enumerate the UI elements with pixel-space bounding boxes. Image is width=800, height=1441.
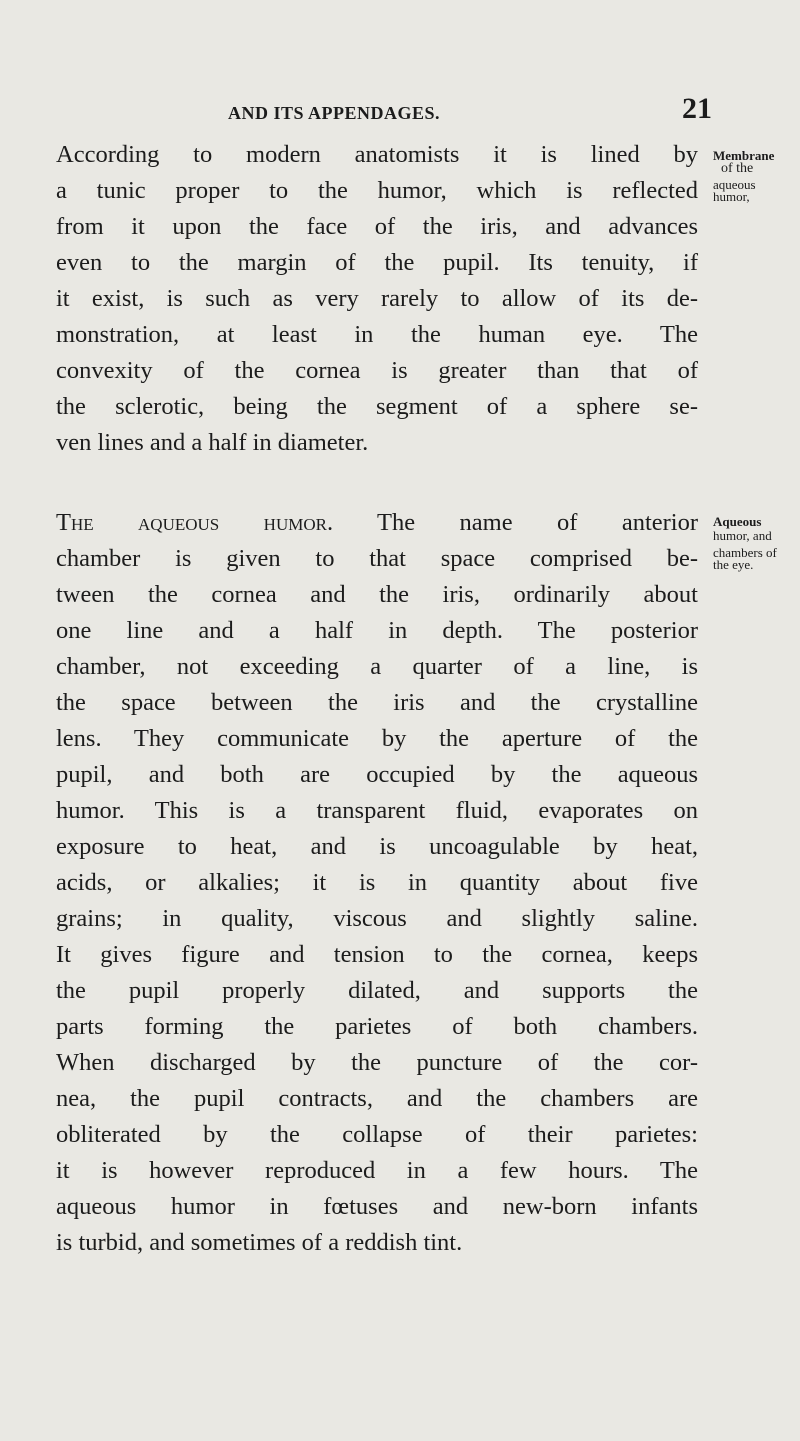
margin-note-line: humor,	[713, 189, 750, 204]
text-line: the space between the iris and the crystalline	[56, 689, 698, 716]
text-line: acids, or alkalies; it is in quantity about five	[56, 869, 698, 896]
running-title: AND ITS APPENDAGES.	[228, 103, 441, 123]
text-line: grains; in quality, viscous and slightly saline.	[56, 905, 698, 932]
text-line: humor. This is a transparent fluid, evaporates on	[56, 797, 698, 824]
text-line: chamber, not exceeding a quarter of a line, is	[56, 653, 698, 680]
text-span: The name of anterior	[377, 509, 698, 536]
margin-note-line: chambers of	[713, 545, 777, 560]
text-line: convexity of the cornea is greater than that of	[56, 357, 698, 384]
text-line: lens. They communicate by the aperture of the	[56, 725, 698, 752]
text-line: ven lines and a half in diameter.	[56, 429, 369, 456]
text-line: parts forming the parietes of both chambers.	[56, 1013, 698, 1040]
page-number: 21	[682, 92, 712, 125]
text-line: chamber is given to that space comprised be-	[56, 545, 698, 572]
section-heading: The aqueous humor.	[56, 509, 334, 536]
margin-note-line: humor, and	[713, 528, 772, 543]
text-line: It gives figure and tension to the cornea, keeps	[56, 941, 698, 968]
text-line: monstration, at least in the human eye. The	[56, 321, 698, 348]
text-line: the pupil properly dilated, and supports the	[56, 977, 698, 1004]
text-line: obliterated by the collapse of their parietes:	[56, 1121, 698, 1148]
text-line: a tunic proper to the humor, which is reflected	[56, 177, 698, 204]
text-line: According to modern anatomists it is lined by	[56, 141, 698, 168]
text-line: from it upon the face of the iris, and advances	[56, 213, 698, 240]
text-line	[56, 508, 698, 538]
text-line: When discharged by the puncture of the cor-	[56, 1049, 698, 1076]
text-line: the sclerotic, being the segment of a sphere se-	[56, 393, 698, 420]
text-line: exposure to heat, and is uncoagulable by heat,	[56, 833, 698, 860]
text-line: tween the cornea and the iris, ordinarily about	[56, 581, 698, 608]
text-line: it is however reproduced in a few hours. The	[56, 1157, 698, 1184]
margin-note-line: Aqueous	[713, 514, 762, 529]
margin-note-line: the eye.	[713, 557, 754, 572]
text-line: it exist, is such as very rarely to allow of its de-	[56, 285, 698, 312]
margin-note-line: of the	[721, 161, 754, 176]
margin-note-line: aqueous	[713, 177, 756, 192]
text-line: aqueous humor in fœtuses and new-born infants	[56, 1193, 698, 1220]
text-line: nea, the pupil contracts, and the chambers are	[56, 1085, 698, 1112]
text-line: even to the margin of the pupil. Its tenuity, if	[56, 249, 698, 276]
text-line: pupil, and both are occupied by the aqueous	[56, 761, 698, 788]
text-line: one line and a half in depth. The posterior	[56, 617, 698, 644]
margin-note-line: Membrane	[713, 148, 775, 163]
text-line: is turbid, and sometimes of a reddish tint.	[56, 1229, 463, 1256]
